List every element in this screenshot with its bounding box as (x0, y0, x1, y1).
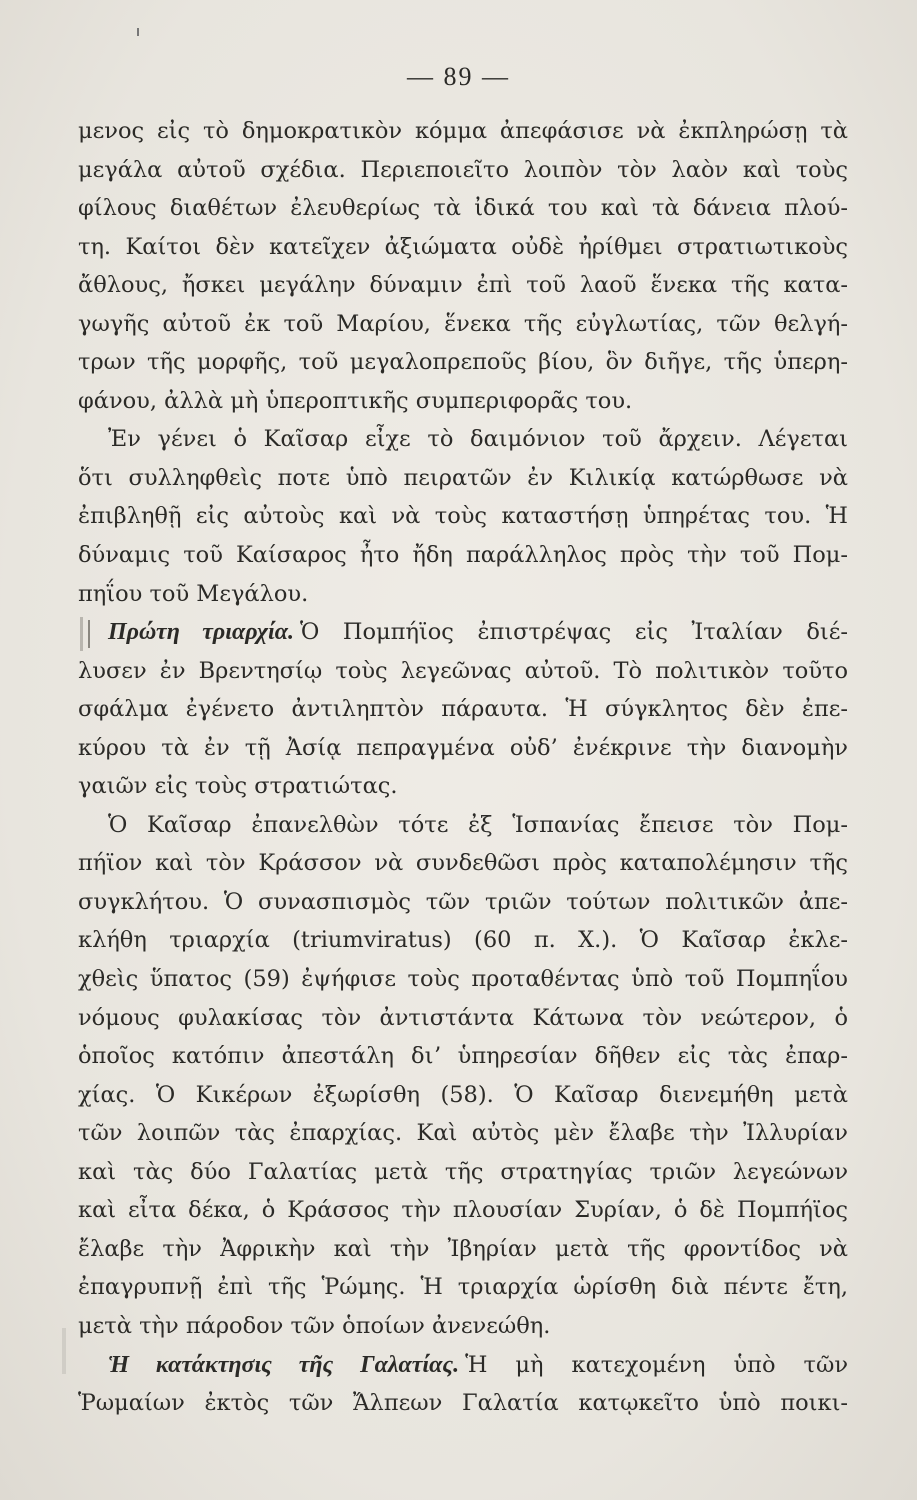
line-text: Ἡ μὴ κατεχομένη ὑπὸ τῶν (465, 1351, 848, 1378)
text-line (78, 1346, 848, 1385)
text-line (78, 575, 848, 614)
margin-mark (62, 1328, 66, 1374)
text-line (78, 305, 848, 344)
text-line (78, 420, 848, 459)
text-line (78, 536, 848, 575)
text-line (78, 1384, 848, 1423)
line-text: νόμους φυλακίσας τὸν ἀντιστάντα Κάτωνα τὸν νεώτερον, ὁ (78, 1004, 848, 1031)
text-line (78, 1114, 848, 1153)
text-line (78, 1307, 848, 1346)
text-line (78, 613, 848, 652)
line-text: καὶ εἶτα δέκα, ὁ Κράσσος τὴν πλουσίαν Συρίαν, ὁ δὲ Πομπήϊος (78, 1197, 848, 1224)
line-text: μετὰ τὴν πάροδον τῶν ὁποίων ἀνενεώθη. (78, 1312, 551, 1339)
text-line (78, 1037, 848, 1076)
line-text: φίλους διαθέτων ἐλευθερίως τὰ ἰδικά του καὶ τὰ δάνεια πλού- (78, 195, 848, 222)
line-text: Ὁ Πομπήϊος ἐπιστρέψας εἰς Ἰταλίαν διέ- (299, 619, 848, 646)
line-text: μενος εἰς τὸ δημοκρατικὸν κόμμα ἀπεφάσισε νὰ ἐκπληρώσῃ τὰ (78, 118, 848, 144)
line-text: Ῥωμαίων ἐκτὸς τῶν Ἄλπεων Γαλατία κατῳκεῖτο ὑπὸ ποικι- (78, 1390, 848, 1417)
scan-speck (137, 28, 139, 36)
text-line (78, 266, 848, 305)
text-line (78, 228, 848, 267)
page-number: — 89 — (407, 62, 510, 91)
text-line (78, 729, 848, 768)
line-text: συγκλήτου. Ὁ συνασπισμὸς τῶν τριῶν τούτων πολιτικῶν ἀπε- (78, 888, 848, 915)
text-line (78, 1230, 848, 1269)
text-line (78, 883, 848, 922)
line-text: ἐπαγρυπνῇ ἐπὶ τῆς Ῥώμης. Ἡ τριαρχία ὡρίσθη διὰ πέντε ἔτη, (78, 1274, 848, 1301)
text-line (78, 497, 848, 536)
line-text: δύναμις τοῦ Καίσαρος ἦτο ἤδη παράλληλος πρὸς τὴν τοῦ Πομ- (78, 542, 848, 569)
line-text: κλήθη τριαρχία (triumviratus) (60 π. Χ.). Ὁ Καῖσαρ ἐκλε- (78, 927, 848, 954)
text-line (78, 1268, 848, 1307)
text-line (78, 767, 848, 806)
line-text: σφάλμα ἐγένετο ἀντιληπτὸν πάραυτα. Ἡ σύγκλητος δὲν ἐπε- (78, 696, 848, 723)
text-line (78, 652, 848, 691)
text-line (78, 112, 848, 151)
text-line (78, 343, 848, 382)
line-text: ὁποῖος κατόπιν ἀπεστάλη διʼ ὑπηρεσίαν δῆθεν εἰς τὰς ἐπαρ- (78, 1043, 848, 1070)
section-heading: Ἡ κατάκτησις τῆς Γαλατίας. (108, 1351, 460, 1378)
body-text (78, 112, 848, 1423)
text-line (78, 382, 848, 421)
line-text: κύρου τὰ ἐν τῇ Ἀσίᾳ πεπραγμένα οὐδ’ ἐνέκρινε τὴν διανομὴν (78, 734, 848, 761)
text-line (78, 806, 848, 845)
line-text: χθεὶς ὕπατος (59) ἐψήφισε τοὺς προταθέντας ὑπὸ τοῦ Πομπηΐου (78, 966, 848, 993)
line-text: τη. Καίτοι δὲν κατεῖχεν ἀξιώματα οὐδὲ ἠρίθμει στρατιωτικοὺς (78, 233, 848, 260)
line-text: λυσεν ἐν Βρεντησίῳ τοὺς λεγεῶνας αὐτοῦ. Τὸ πολιτικὸν τοῦτο (78, 657, 848, 684)
text-line (78, 1153, 848, 1192)
line-text: χίας. Ὁ Κικέρων ἐξωρίσθη (58). Ὁ Καῖσαρ διενεμήθη μετὰ (78, 1081, 848, 1108)
line-text: μεγάλα αὐτοῦ σχέδια. Περιεποιεῖτο λοιπὸν τὸν λαὸν καὶ τοὺς (78, 156, 848, 183)
line-text: γωγῆς αὐτοῦ ἐκ τοῦ Μαρίου, ἕνεκα τῆς εὐγλωτίας, τῶν θελγή- (78, 310, 848, 337)
text-line (78, 1076, 848, 1115)
text-line (78, 960, 848, 999)
text-line (78, 151, 848, 190)
line-text: πήϊον καὶ τὸν Κράσσον νὰ συνδεθῶσι πρὸς καταπολέμησιν τῆς (78, 850, 848, 877)
line-text: τῶν λοιπῶν τὰς ἐπαρχίας. Καὶ αὐτὸς μὲν ἔλαβε τὴν Ἰλλυρίαν (78, 1120, 848, 1147)
text-line (78, 999, 848, 1038)
text-line (78, 921, 848, 960)
text-line (78, 1191, 848, 1230)
line-text: ἐπιβληθῇ εἰς αὐτοὺς καὶ νὰ τοὺς καταστήσῃ ὑπηρέτας του. Ἡ (78, 503, 848, 530)
line-text: ἔλαβε τὴν Ἀφρικὴν καὶ τὴν Ἰβηρίαν μετὰ τῆς φροντίδος νὰ (78, 1235, 848, 1262)
line-text: Ὁ Καῖσαρ ἐπανελθὼν τότε ἐξ Ἱσπανίας ἔπεισε τὸν Πομ- (108, 811, 848, 838)
text-line (78, 844, 848, 883)
text-line (78, 690, 848, 729)
line-text: γαιῶν εἰς τοὺς στρατιώτας. (78, 773, 398, 800)
text-line (78, 459, 848, 498)
line-text: φάνου, ἀλλὰ μὴ ὑπεροπτικῆς συμπεριφορᾶς του. (78, 387, 633, 414)
line-text: ὅτι συλληφθεὶς ποτε ὑπὸ πειρατῶν ἐν Κιλικίᾳ κατώρθωσε νὰ (78, 464, 848, 491)
line-text: Ἐν γένει ὁ Καῖσαρ εἶχε τὸ δαιμόνιον τοῦ ἄρχειν. Λέγεται (108, 426, 848, 453)
line-text: καὶ τὰς δύο Γαλατίας μετὰ τῆς στρατηγίας τριῶν λεγεώνων (78, 1158, 848, 1185)
line-text: τρων τῆς μορφῆς, τοῦ μεγαλοπρεποῦς βίου, ὃν διῆγε, τῆς ὑπερη- (78, 349, 848, 376)
line-text: πηΐου τοῦ Μεγάλου. (78, 580, 309, 607)
text-line (78, 189, 848, 228)
line-text: ἄθλους, ἤσκει μεγάλην δύναμιν ἐπὶ τοῦ λαοῦ ἕνεκα τῆς κατα- (78, 272, 848, 299)
section-heading: Πρώτη τριαρχία. (108, 619, 294, 646)
